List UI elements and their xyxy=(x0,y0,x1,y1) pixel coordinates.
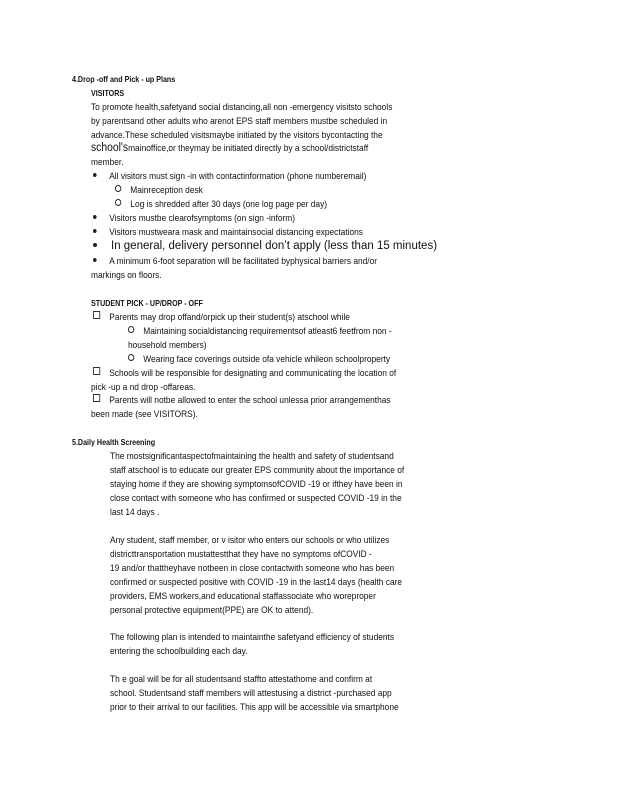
student-item: Parents will notbe allowed to enter the school unlessa prior arrangementhas xyxy=(93,394,391,406)
intro-large-word: school's xyxy=(91,142,129,154)
intro-line4-rest: mainoffice,or theymay be initiated directly by a school/districtstaff xyxy=(128,143,369,153)
square-bullet-icon xyxy=(93,367,100,375)
paragraph-line: staying home if they are showing symptomsofCOVID -19 or ifthey have been in xyxy=(110,479,403,489)
bullet-item: A minimum 6-foot separation will be facilitated byphysical barriers and/or xyxy=(93,255,377,267)
bullet-dot-icon xyxy=(93,258,97,262)
bullet-dot-icon xyxy=(93,229,97,233)
circle-bullet-icon xyxy=(115,185,121,192)
section-4-heading: 4.Drop -off and Pick - up Plans xyxy=(72,74,176,84)
student-item: Schools will be responsible for designating and communicating the location of xyxy=(93,367,396,379)
paragraph-line: Th e goal will be for all studentsand staffto attestathome and confirm at xyxy=(110,674,373,684)
bullet-item: Visitors mustbe clearofsymptoms (on sign -inform) xyxy=(93,212,295,224)
visitors-intro-line xyxy=(91,142,368,154)
bullet-continuation: markings on floors. xyxy=(91,270,162,280)
paragraph-line: personal protective equipment(PPE) are OK to attend). xyxy=(110,605,314,615)
circle-bullet-icon xyxy=(115,199,121,206)
paragraph-line: staff atschool is to educate our greater EPS community about the importance of xyxy=(110,465,405,475)
visitors-intro-line: To promote health,safetyand social distancing,all non -emergency visitsto schools xyxy=(91,102,393,112)
bullet-dot-icon xyxy=(93,243,97,247)
student-item: Parents may drop offand/orpick up their student(s) atschool while xyxy=(93,311,350,323)
circle-bullet-icon xyxy=(128,354,134,361)
bullet-item: All visitors must sign -in with contactinformation (phone numberemail) xyxy=(93,170,366,182)
paragraph-line: Any student, staff member, or v isitor who enters our schools or who utilizes xyxy=(110,535,390,545)
student-sub-item: Maintaining socialdistancing requirementsof atleast6 feetfrom non - xyxy=(128,325,392,337)
visitors-heading: VISITORS xyxy=(91,88,125,98)
paragraph-line: school. Studentsand staff members will attestusing a district -purchased app xyxy=(110,688,392,698)
student-sub-item-continuation: household members) xyxy=(128,340,207,350)
circle-bullet-icon xyxy=(128,326,134,333)
section-5-heading: 5.Daily Health Screening xyxy=(72,437,156,447)
visitors-intro-line: advance.These scheduled visitsmaybe initiated by the visitors bycontacting the xyxy=(91,130,383,140)
student-sub-item: Wearing face coverings outside ofa vehicle whileon schoolproperty xyxy=(128,353,390,365)
bullet-dot-icon xyxy=(93,173,97,177)
visitors-intro-line: by parentsand other adults who arenot EPS staff members mustbe scheduled in xyxy=(91,116,388,126)
paragraph-line: confirmed or suspected positive with COVID -19 in the last14 days (health care xyxy=(110,577,403,587)
paragraph-line: last 14 days . xyxy=(110,507,160,517)
paragraph-line: close contact with someone who has confirmed or suspected COVID -19 in the xyxy=(110,493,402,503)
sub-bullet-item: Log is shredded after 30 days (one log page per day) xyxy=(115,198,327,210)
paragraph-line: prior to their arrival to our facilities. This app will be accessible via smartphone xyxy=(110,702,399,712)
bullet-item: Visitors mustweara mask and maintainsocial distancing expectations xyxy=(93,226,363,238)
student-item-continuation: pick -up a nd drop -offareas. xyxy=(91,382,196,392)
paragraph-line: districttransportation mustattestthat they have no symptoms ofCOVID - xyxy=(110,549,372,559)
bullet-item: In general, delivery personnel don’t apply (less than 15 minutes) xyxy=(93,239,437,253)
paragraph-line: providers, EMS workers,and educational staffassociate who woreproper xyxy=(110,591,376,601)
paragraph-line: The following plan is intended to maintainthe safetyand efficiency of students xyxy=(110,632,395,642)
bullet-dot-icon xyxy=(93,215,97,219)
student-pickup-heading: STUDENT PICK - UP/DROP - OFF xyxy=(91,298,203,308)
square-bullet-icon xyxy=(93,311,100,319)
paragraph-line: The mostsignificantaspectofmaintaining the health and safety of studentsand xyxy=(110,451,394,461)
paragraph-line: entering the schoolbuilding each day. xyxy=(110,646,248,656)
sub-bullet-item: Mainreception desk xyxy=(115,184,203,196)
square-bullet-icon xyxy=(93,394,100,402)
paragraph-line: 19 and/or thattheyhave notbeen in close contactwith someone who has been xyxy=(110,563,395,573)
student-item-continuation: been made (see VISITORS). xyxy=(91,409,198,419)
visitors-intro-line: member. xyxy=(91,157,124,167)
